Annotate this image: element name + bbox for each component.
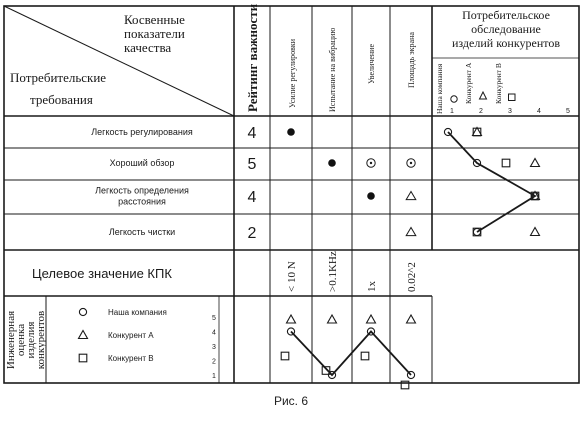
- engineering-side-label: оценка: [15, 323, 27, 357]
- engineering-side-label: конкурентов: [35, 310, 47, 370]
- weak-relation-icon: [406, 192, 416, 200]
- target-value: >0.1KHz: [327, 251, 339, 292]
- competitor-col-b: Конкурент В: [494, 63, 503, 104]
- corner-top-line-3: качества: [124, 40, 172, 55]
- triangle-icon: [531, 228, 540, 236]
- competitor-b-mark: [502, 159, 510, 167]
- indicator-header-1: Усилие регулировки: [288, 38, 297, 108]
- square-icon: [79, 354, 87, 362]
- requirement-label: расстояния: [118, 196, 166, 207]
- our-company-engineering-line: [291, 332, 411, 376]
- triangle-icon: [367, 315, 376, 323]
- triangle-icon: [79, 331, 88, 339]
- our-company-profile-line: [448, 132, 535, 232]
- importance-rating: 2: [247, 225, 257, 242]
- requirement-label: Легкость регулирования: [91, 127, 193, 137]
- competitor-b-engineering-mark: [281, 352, 289, 360]
- legend-triangle-icon: [79, 331, 88, 339]
- legend-square-icon: [509, 94, 516, 101]
- engineering-legend-label: Наша компания: [108, 308, 167, 317]
- legend-circle-icon: [451, 96, 457, 102]
- importance-rating: 5: [247, 156, 257, 173]
- competitor-scale-label: 3: [508, 108, 512, 115]
- indicator-header-2: Испытание на вибрацию: [328, 27, 337, 112]
- medium-relation-icon: [407, 159, 415, 167]
- indicator-header-3: Увеличение: [367, 43, 376, 84]
- engineering-side-label: изделия: [25, 321, 37, 359]
- strong-relation-icon: [328, 159, 336, 167]
- strong-relation-icon: [287, 128, 295, 136]
- importance-rating: 4: [247, 125, 257, 142]
- engineering-side-label: Инженерная: [5, 310, 17, 370]
- competitor-a-engineering-mark: [407, 315, 416, 323]
- competitor-scale-label: 4: [537, 108, 541, 115]
- strong-relation-icon: [367, 192, 375, 200]
- corner-top-line-2: показатели: [124, 26, 185, 41]
- competitor-b-engineering-mark: [361, 352, 369, 360]
- competitor-title-line-1: Потребительское: [462, 8, 550, 22]
- competitor-scale-label: 1: [450, 108, 454, 115]
- indicator-header-4: Площадь экрана: [407, 32, 416, 88]
- competitor-legend-symbols: [451, 92, 515, 102]
- engineering-scale-label: 1: [212, 373, 216, 380]
- triangle-icon: [287, 315, 296, 323]
- requirement-label: Легкость чистки: [108, 227, 176, 237]
- competitor-title-line-3: изделий конкурентов: [451, 36, 561, 50]
- engineering-legend-label: Конкурент В: [108, 354, 154, 363]
- engineering-scale-label: 3: [212, 344, 216, 351]
- corner-bottom-line-2: требования: [30, 92, 93, 107]
- engineering-scale-label: 2: [212, 358, 216, 366]
- competitor-scale-label: 5: [566, 108, 570, 115]
- triangle-icon: [328, 315, 337, 323]
- target-value: < 10 N: [286, 261, 298, 292]
- engineering-scale-label: 4: [212, 329, 216, 337]
- legend-circle-icon: [79, 308, 86, 315]
- square-icon: [281, 352, 289, 360]
- corner-top-line-1: Косвенные: [124, 12, 185, 27]
- circle-icon: [79, 308, 86, 315]
- competitor-a-engineering-mark: [367, 315, 376, 323]
- medium-relation-icon: [367, 159, 375, 167]
- competitor-scale-label: 2: [479, 108, 483, 115]
- competitor-a-engineering-mark: [328, 315, 337, 323]
- importance-rating: 4: [247, 189, 257, 206]
- competitor-col-ours: Наша компания: [435, 63, 444, 114]
- target-value: 1x: [366, 281, 378, 292]
- dot-icon: [370, 162, 372, 164]
- competitor-title-line-2: обследование: [471, 22, 541, 36]
- competitor-a-mark: [531, 228, 540, 236]
- competitor-col-a: Конкурент А: [464, 62, 473, 104]
- engineering-scale-label: 5: [212, 315, 216, 322]
- legend-square-icon: [79, 354, 87, 362]
- legend-triangle-icon: [480, 92, 487, 99]
- competitor-a-engineering-mark: [287, 315, 296, 323]
- engineering-legend-label: Конкурент А: [108, 331, 154, 340]
- triangle-icon: [407, 315, 416, 323]
- target-label: Целевое значение КПК: [32, 266, 172, 281]
- importance-header: Рейтинг важности: [245, 3, 260, 112]
- requirement-label: Хороший обзор: [109, 158, 175, 168]
- corner-bottom-line-1: Потребительские: [10, 70, 107, 85]
- square-icon: [502, 159, 510, 167]
- dot-icon: [410, 162, 412, 164]
- requirement-label: Легкость определения: [95, 185, 189, 196]
- figure-caption: Рис. 6: [273, 394, 309, 408]
- competitor-a-mark: [531, 159, 540, 167]
- weak-relation-icon: [406, 228, 416, 236]
- triangle-icon: [531, 159, 540, 167]
- square-icon: [361, 352, 369, 360]
- target-value: 0.02^2: [406, 262, 418, 292]
